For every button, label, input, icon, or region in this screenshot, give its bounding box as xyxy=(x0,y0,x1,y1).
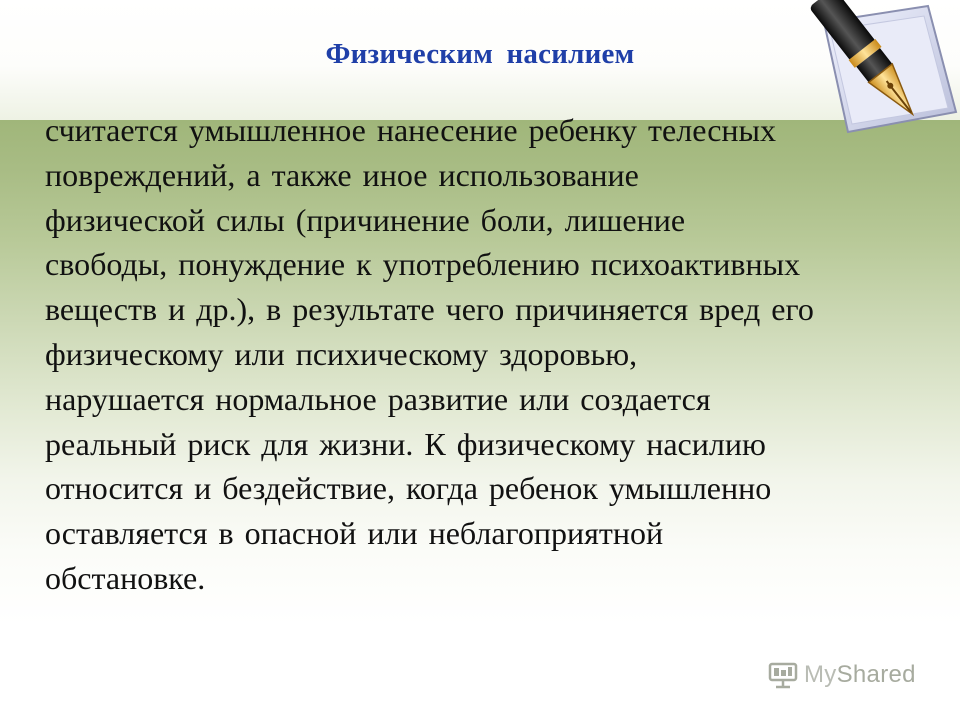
body-line: реальный риск для жизни. К физическому насилию xyxy=(45,425,766,462)
body-line: физической силы (причинение боли, лишение xyxy=(45,201,686,238)
body-line: относится и бездействие, когда ребенок умышленно xyxy=(45,470,772,507)
watermark-text-shared: Shared xyxy=(836,661,916,688)
body-line: считается умышленное нанесение ребенку телесных xyxy=(45,112,777,148)
body-line: нарушается нормальное развитие или создается xyxy=(45,380,711,417)
watermark-logo xyxy=(768,660,938,690)
body-line: свободы, понуждение к употреблению психоактивных xyxy=(45,246,801,283)
watermark-text-my: My xyxy=(804,661,837,688)
body-line: физическому или психическому здоровью, xyxy=(45,335,638,372)
body-line: обстановке. xyxy=(45,559,206,596)
body-line: оставляется в опасной или неблагоприятной xyxy=(45,515,664,552)
slide-title: Физическим насилием xyxy=(325,38,635,70)
watermark-text xyxy=(804,661,916,689)
body-paragraph xyxy=(45,108,925,601)
body-line: повреждений, а также иное использование xyxy=(45,156,639,193)
body-line: веществ и др.), в результате чего причиняется вред его xyxy=(45,291,814,328)
presentation-screen-icon xyxy=(768,661,798,689)
